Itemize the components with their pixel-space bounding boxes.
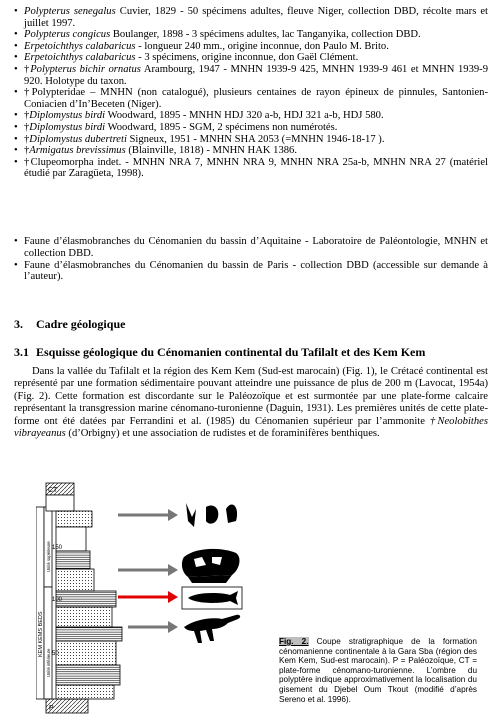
- extinct-marker: †: [24, 110, 30, 122]
- figure-caption: [279, 637, 477, 704]
- arrow-skull: [118, 564, 178, 576]
- specimen-details: Boulanger, 1898 - 3 spécimens adultes, lac Tanganyika, collection DBD.: [110, 29, 421, 41]
- specimen-item: [14, 122, 488, 134]
- paragraph-text: Dans la vallée du Tafilalt et la région des Kem Kem (Sud-est marocain) (Fig. 1), le Crétacé continental est représenté par une formation sédimentaire pouvant atteindre une puissance de plus de 200 m (Lavocat, 1954a) (Fig. 2). Cette formation est discordante sur le Paléozoïque et est surmontée par une plate-forme calcaire représentant la transgression marine cénomano-turonienne (Daguin, 1931). Les premières unités de cette plate-forme ont été datées par Ferrandini et al. (1985) du Cénomanien supérieur par l’ammonite: [14, 366, 488, 427]
- fauna-item: • Faune d’élasmobranches du Cénomanien du bassin d’Aquitaine - Laboratoire de Paléontologie, MNHN et collection DBD.: [14, 236, 488, 260]
- stratigraphic-figure: [36, 477, 276, 722]
- extinct-marker: †: [24, 63, 31, 75]
- extinct-marker: †: [24, 121, 30, 133]
- taxon-name: Erpetoichthys calabaricus: [24, 52, 136, 64]
- dinosaur-icon: [184, 615, 240, 643]
- stratigraphic-column-graphic: [36, 477, 276, 722]
- taxon-name: Polypterus bichir ornatus: [30, 63, 141, 75]
- formation-label: KEM KEMS BEDS: [38, 611, 44, 657]
- extinct-marker: †: [24, 156, 31, 168]
- subsection-heading: [14, 345, 425, 360]
- formation-bar: [36, 507, 44, 699]
- teeth-icon: [186, 503, 237, 527]
- taxon-name: Diplomystus birdi: [29, 110, 106, 122]
- section-number: 3.: [14, 317, 23, 331]
- fauna-item: • Faune d’élasmobranches du Cénomanien du bassin de Paris - collection DBD (accessible sur demande à l’auteur).: [14, 260, 488, 284]
- specimen-details: Cuvier, 1829 - 50 spécimens adultes, fleuve Niger, collection DBD, récolte mars et juillet 1997.: [24, 6, 489, 29]
- arrow-polypterus-highlight: [118, 591, 178, 603]
- unit-lower-label: Unité inférieure: [46, 648, 51, 677]
- extinct-marker: †: [24, 145, 30, 157]
- taxon-name: Armigatus brevissimus: [29, 145, 126, 157]
- specimen-list: [14, 6, 488, 180]
- specimen-item: [14, 41, 488, 53]
- extinct-marker: †: [24, 133, 30, 145]
- fauna-list: [14, 236, 488, 283]
- scale-label-100: 100: [52, 597, 63, 603]
- taxon-name: Polypterus senegalus: [24, 6, 116, 17]
- arrow-dinosaur: [128, 621, 178, 633]
- specimen-details: Woodward, 1895 - MNHN HDJ 320 a-b, HDJ 321 a-b, HDJ 580.: [105, 110, 384, 122]
- specimen-details: Woodward, 1895 - SGM, 2 spécimens non numérotés.: [105, 121, 338, 133]
- subsection-number: 3.1: [14, 345, 29, 359]
- specimen-item: [14, 134, 488, 146]
- unit-lower-bar: [44, 587, 52, 699]
- scale-label-150: 150: [52, 545, 63, 551]
- paragraph-text-end: (d’Orbigny) et une association de rudistes et de foraminifères benthiques.: [65, 428, 380, 440]
- specimen-item: [14, 110, 488, 122]
- caption-text: Coupe stratigraphique de la formation cénomanienne continentale à la Gara Sba (région des Kem Kem, Sud-est marocain). P = Paléozoïque, CT = plate-forme cénomano-turonienne. L’ombre du polyptère indique approximativement la localisation du gisement du Djebel Oum Tkout (modifié d’après Sereno et al. 1996).: [279, 637, 477, 704]
- arrow-teeth: [118, 509, 178, 521]
- specimen-details: - longueur 240 mm., origine inconnue, don Paulo M. Brito.: [135, 40, 389, 52]
- body-paragraph: [14, 366, 488, 440]
- unit-upper-label: Unité supérieure: [46, 541, 51, 572]
- specimen-details: - 3 spécimens, origine inconnue, don Gaël Clément.: [135, 52, 359, 64]
- ammonite-taxon: †Neolobithes vibrayeanus: [14, 415, 488, 440]
- top-unit-label: CT: [48, 487, 58, 494]
- specimen-details: Signeux, 1951 - MNHN SHA 2053 (=MNHN 1946-18-17 ).: [126, 133, 385, 145]
- specimen-item: [14, 29, 488, 41]
- specimen-details: Arambourg, 1947 - MNHN 1939-9 425, MNHN 1939-9 461 et MNHN 1939-9 920. Holotype du taxon.: [24, 63, 489, 87]
- extinct-marker: †: [24, 87, 32, 99]
- specimen-item: [14, 87, 488, 110]
- scale-label-50: 50: [52, 651, 59, 657]
- bottom-unit-label: P: [49, 705, 54, 712]
- taxon-name: Erpetoichthys calabaricus: [24, 40, 136, 52]
- taxon-name: Diplomystus dubertreti: [29, 133, 127, 145]
- specimen-item: [14, 6, 488, 29]
- specimen-details: Polypteridae – MNHN (non catalogué), plusieurs centaines de rayon épineux de pinnules, Santonien-Coniacien d’In’Beceten (Niger).: [24, 87, 489, 110]
- specimen-item: [14, 64, 488, 87]
- dinosaur-skull-icon: [182, 549, 240, 583]
- section-heading: [14, 317, 125, 332]
- specimen-details: Clupeomorpha indet. - MNHN NRA 7, MNHN NRA 9, MNHN NRA 25a-b, MNHN NRA 27 (matériel étudié par Zaragüeta, 1998).: [24, 156, 489, 180]
- taxon-name: Polypterus congicus: [24, 29, 111, 41]
- specimen-item: [14, 145, 488, 157]
- section-title: Cadre géologique: [36, 317, 126, 331]
- specimen-item: [14, 52, 488, 64]
- specimen-details: (Blainville, 1818) - MNHN HAK 1386.: [125, 145, 297, 157]
- subsection-title: Esquisse géologique du Cénomanien continental du Tafilalt et des Kem Kem: [36, 345, 426, 359]
- polypterus-icon: [182, 587, 242, 609]
- figure-label: Fig. 2.: [279, 637, 309, 646]
- taxon-name: Diplomystus birdi: [29, 121, 106, 133]
- specimen-item: [14, 157, 488, 180]
